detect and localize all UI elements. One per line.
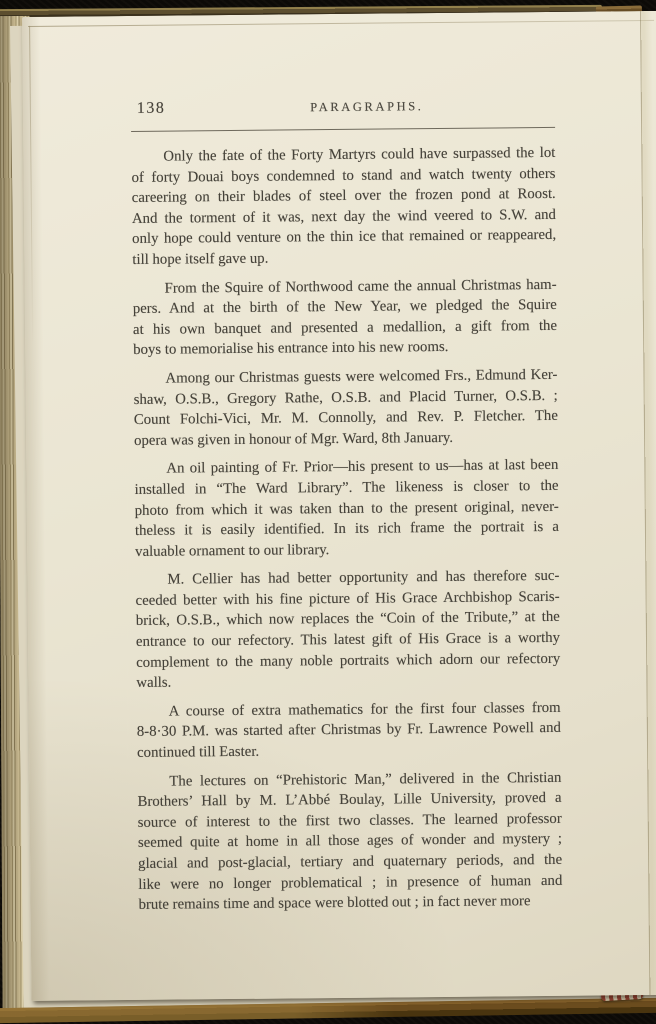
text-line: From the Squire of Northwood came the annual Christmas ham- bbox=[164, 276, 557, 297]
text-line: at his own banquet and presented a medallion, a gift from the bbox=[132, 317, 558, 338]
text-line: Only the fate of the Forty Martyrs could have surpassed the lot bbox=[163, 144, 556, 165]
text-line: theless it is easily identified. In its rich frame the portrait is a bbox=[134, 518, 559, 540]
text-line: M. Cellier has had better opportunity and has therefore suc- bbox=[167, 568, 560, 588]
paragraphs bbox=[131, 143, 562, 916]
text-line: brute remains time and space were blotted out ; in fact never more bbox=[138, 893, 531, 914]
sheet-showthrough-line-left bbox=[29, 26, 33, 346]
gutter-crease bbox=[640, 11, 656, 995]
text-line: only hope could venture on the thin ice that remained or reappeared, bbox=[132, 227, 557, 248]
text-line: Among our Christmas guests were welcomed Frs., Edmund Ker- bbox=[165, 366, 558, 387]
text-line: careering on their blades of steel over the frozen pond at Roost. bbox=[131, 186, 556, 207]
text-line: 8-8·30 P.M. was started after Christmas by Fr. Lawrence Powell and bbox=[136, 720, 561, 741]
text-line: Brothers’ Hall by M. L’Abbé Boulay, Lille University, proved a bbox=[137, 790, 562, 811]
text-line: walls. bbox=[136, 674, 172, 692]
book-page bbox=[22, 11, 656, 1001]
text-line: valuable ornament to our library. bbox=[135, 541, 330, 560]
text-line: till hope itself gave up. bbox=[132, 250, 269, 268]
text-line: of forty Douai boys condemned to stand and watch twenty others bbox=[131, 165, 556, 186]
paragraph bbox=[133, 365, 558, 451]
text-line: opera was given in honour of Mgr. Ward, 8th January. bbox=[133, 429, 454, 449]
text-line: And the torment of it was, next day the wind veered to S.W. and bbox=[131, 206, 556, 227]
text-line: seemed quite at home in all those ages of wonder and mystery ; bbox=[137, 831, 562, 852]
sheet-showthrough-line-top bbox=[28, 20, 654, 27]
text-line: installed in “The Ward Library”. The likeness is closer to the bbox=[134, 477, 559, 498]
text-line: photo from which it was taken than to the present original, never- bbox=[134, 498, 559, 519]
page-number: 138 bbox=[136, 99, 166, 117]
text-line: pers. And at the birth of the New Year, we pledged the Squire bbox=[132, 297, 557, 318]
paragraph bbox=[133, 274, 558, 360]
running-title: PARAGRAPHS. bbox=[310, 99, 424, 115]
text-line: shaw, O.S.B., Gregory Rathe, O.S.B. and Placid Turner, O.S.B. ; bbox=[133, 387, 558, 408]
text-line: The lectures on “Prehistoric Man,” delivered in the Christian bbox=[169, 769, 562, 790]
paragraph bbox=[137, 767, 562, 915]
text-line: A course of extra mathematics for the first four classes from bbox=[168, 699, 561, 720]
printed-content bbox=[131, 94, 563, 924]
text-line: boys to memorialise his entrance into his new rooms. bbox=[133, 339, 449, 359]
text-line: complement to the many noble portraits which adorn our refectory bbox=[136, 650, 561, 671]
text-line: like were no longer problematical ; in presence of human and bbox=[138, 872, 563, 893]
paragraph bbox=[131, 143, 556, 271]
text-line: An oil painting of Fr. Prior—his present to us—has at last been bbox=[166, 457, 559, 477]
text-line: brick, O.S.B., which now replaces the “Coin of the Tribute,” at the bbox=[135, 609, 560, 630]
text-line: source of interest to the first two classes. The learned professor bbox=[137, 810, 562, 831]
text-line: Count Folchi-Vici, Mr. M. Connolly, and Rev. P. Fletcher. The bbox=[133, 408, 558, 429]
text-line: ceeded better with his fine picture of His Grace Archbishop Scaris- bbox=[135, 588, 560, 609]
paragraph bbox=[137, 698, 562, 764]
text-line: entrance to our refectory. This latest gift of His Grace is a worthy bbox=[135, 629, 561, 650]
page-header bbox=[131, 94, 555, 122]
text-line: glacial and post-glacial, tertiary and quaternary periods, and the bbox=[138, 851, 563, 872]
text-line: continued till Easter. bbox=[136, 743, 260, 761]
header-rule bbox=[131, 127, 555, 132]
paragraph bbox=[134, 455, 559, 562]
paragraph bbox=[135, 566, 560, 694]
